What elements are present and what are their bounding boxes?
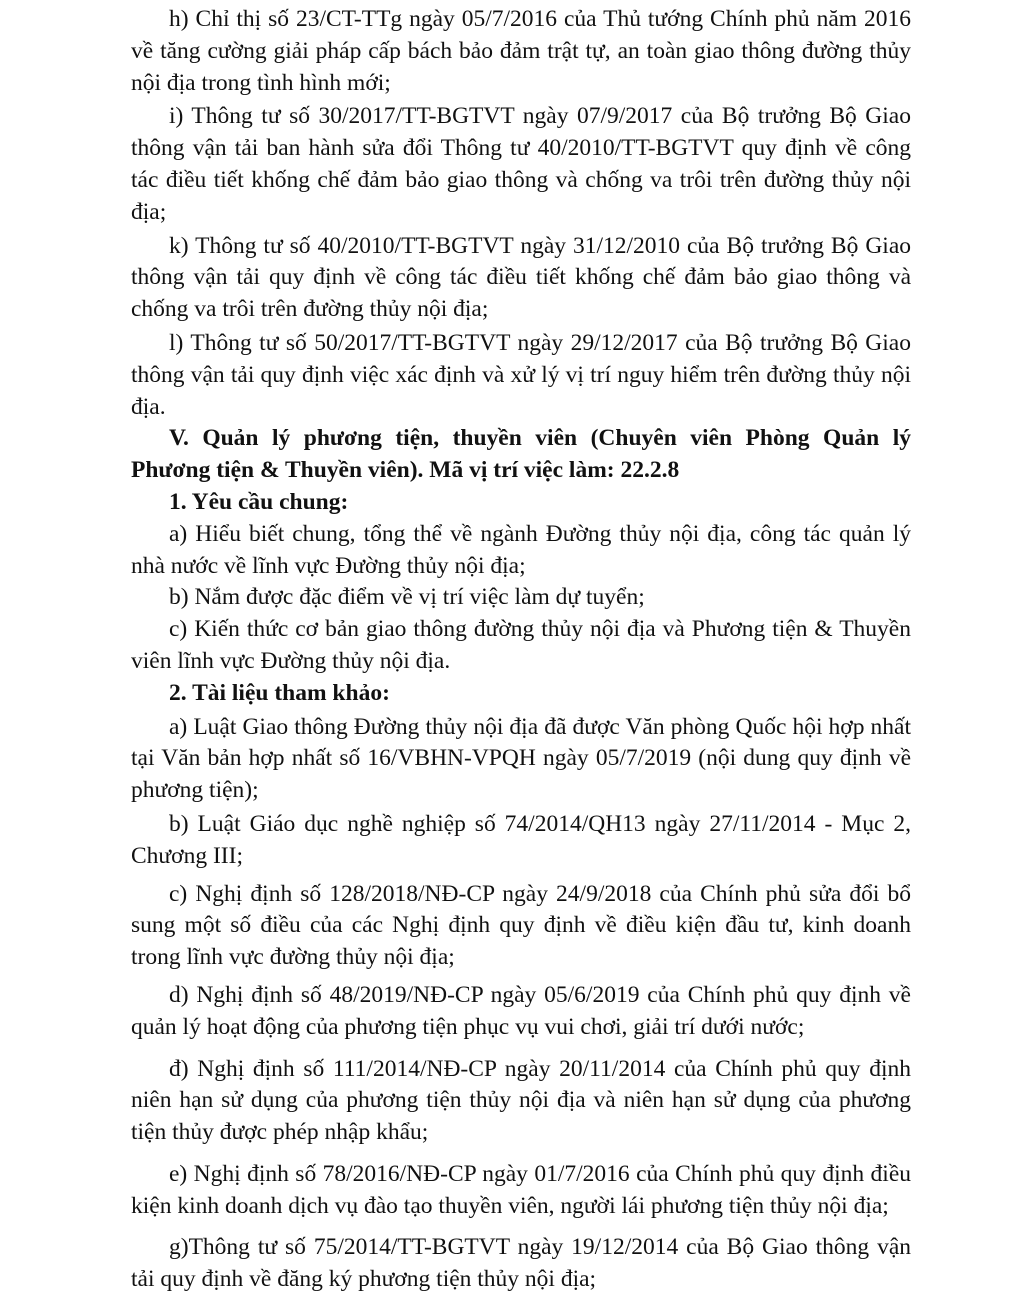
requirement-b: b) Nắm được đặc điểm về vị trí việc làm dự tuyển; xyxy=(169,584,645,611)
references-heading: 2. Tài liệu tham khảo: xyxy=(169,679,390,706)
item-k: k) Thông tư số 40/2010/TT-BGTVT ngày 31/12/2010 của Bộ trưởng Bộ Giao thông vận tải quy định về công tác điều tiết khống chế đảm bảo giao thông và chống va trôi trên đường thủy nội địa; xyxy=(131,232,911,323)
reference-d: d) Nghị định số 48/2019/NĐ-CP ngày 05/6/2019 của Chính phủ quy định về quản lý hoạt động của phương tiện phục vụ vui chơi, giải trí dưới nước; xyxy=(131,981,911,1040)
item-h: h) Chỉ thị số 23/CT-TTg ngày 05/7/2016 của Thủ tướng Chính phủ năm 2016 về tăng cường giải pháp cấp bách bảo đảm trật tự, an toàn giao thông đường thủy nội địa trong tình hình mới; xyxy=(131,6,911,96)
reference-b: b) Luật Giáo dục nghề nghiệp số 74/2014/QH13 ngày 27/11/2014 - Mục 2, Chương III; xyxy=(131,810,911,869)
item-l: l) Thông tư số 50/2017/TT-BGTVT ngày 29/12/2017 của Bộ trưởng Bộ Giao thông vận tải quy định việc xác định và xử lý vị trí nguy hiểm trên đường thủy nội địa. xyxy=(131,329,911,420)
reference-g: g)Thông tư số 75/2014/TT-BGTVT ngày 19/12/2014 của Bộ Giao thông vận tải quy định về đăng ký phương tiện thủy nội địa; xyxy=(131,1234,911,1293)
reference-e: e) Nghị định số 78/2016/NĐ-CP ngày 01/7/2016 của Chính phủ quy định điều kiện kinh doanh dịch vụ đào tạo thuyền viên, người lái phương tiện thủy nội địa; xyxy=(131,1160,911,1219)
document-body xyxy=(131,4,911,1296)
requirement-c: c) Kiến thức cơ bản giao thông đường thủy nội địa và Phương tiện & Thuyền viên lĩnh vực Đường thủy nội địa. xyxy=(131,616,911,674)
reference-a: a) Luật Giao thông Đường thủy nội địa đã được Văn phòng Quốc hội hợp nhất tại Văn bản hợp nhất số 16/VBHN-VPQH ngày 05/7/2019 (nội dung quy định về phương tiện); xyxy=(131,713,911,804)
reference-dd: đ) Nghị định số 111/2014/NĐ-CP ngày 20/11/2014 của Chính phủ quy định niên hạn sử dụng của phương tiện thủy nội địa và niên hạn sử dụng của phương tiện thủy được phép nhập khẩu; xyxy=(131,1055,911,1146)
requirements-heading: 1. Yêu cầu chung: xyxy=(169,488,349,515)
section-v-title: V. Quản lý phương tiện, thuyền viên (Chuyên viên Phòng Quản lý Phương tiện & Thuyền viên). Mã vị trí việc làm: 22.2.8 xyxy=(131,425,911,484)
requirement-a: a) Hiểu biết chung, tổng thể về ngành Đường thủy nội địa, công tác quản lý nhà nước về lĩnh vực Đường thủy nội địa; xyxy=(131,520,911,579)
item-i: i) Thông tư số 30/2017/TT-BGTVT ngày 07/9/2017 của Bộ trưởng Bộ Giao thông vận tải ban hành sửa đổi Thông tư 40/2010/TT-BGTVT quy định về công tác điều tiết khống chế đảm bảo giao thông và chống va trôi trên đường thủy nội địa; xyxy=(131,103,911,225)
reference-c: c) Nghị định số 128/2018/NĐ-CP ngày 24/9/2018 của Chính phủ sửa đổi bổ sung một số điều của các Nghị định quy định về điều kiện đầu tư, kinh doanh trong lĩnh vực đường thủy nội địa; xyxy=(131,880,911,971)
